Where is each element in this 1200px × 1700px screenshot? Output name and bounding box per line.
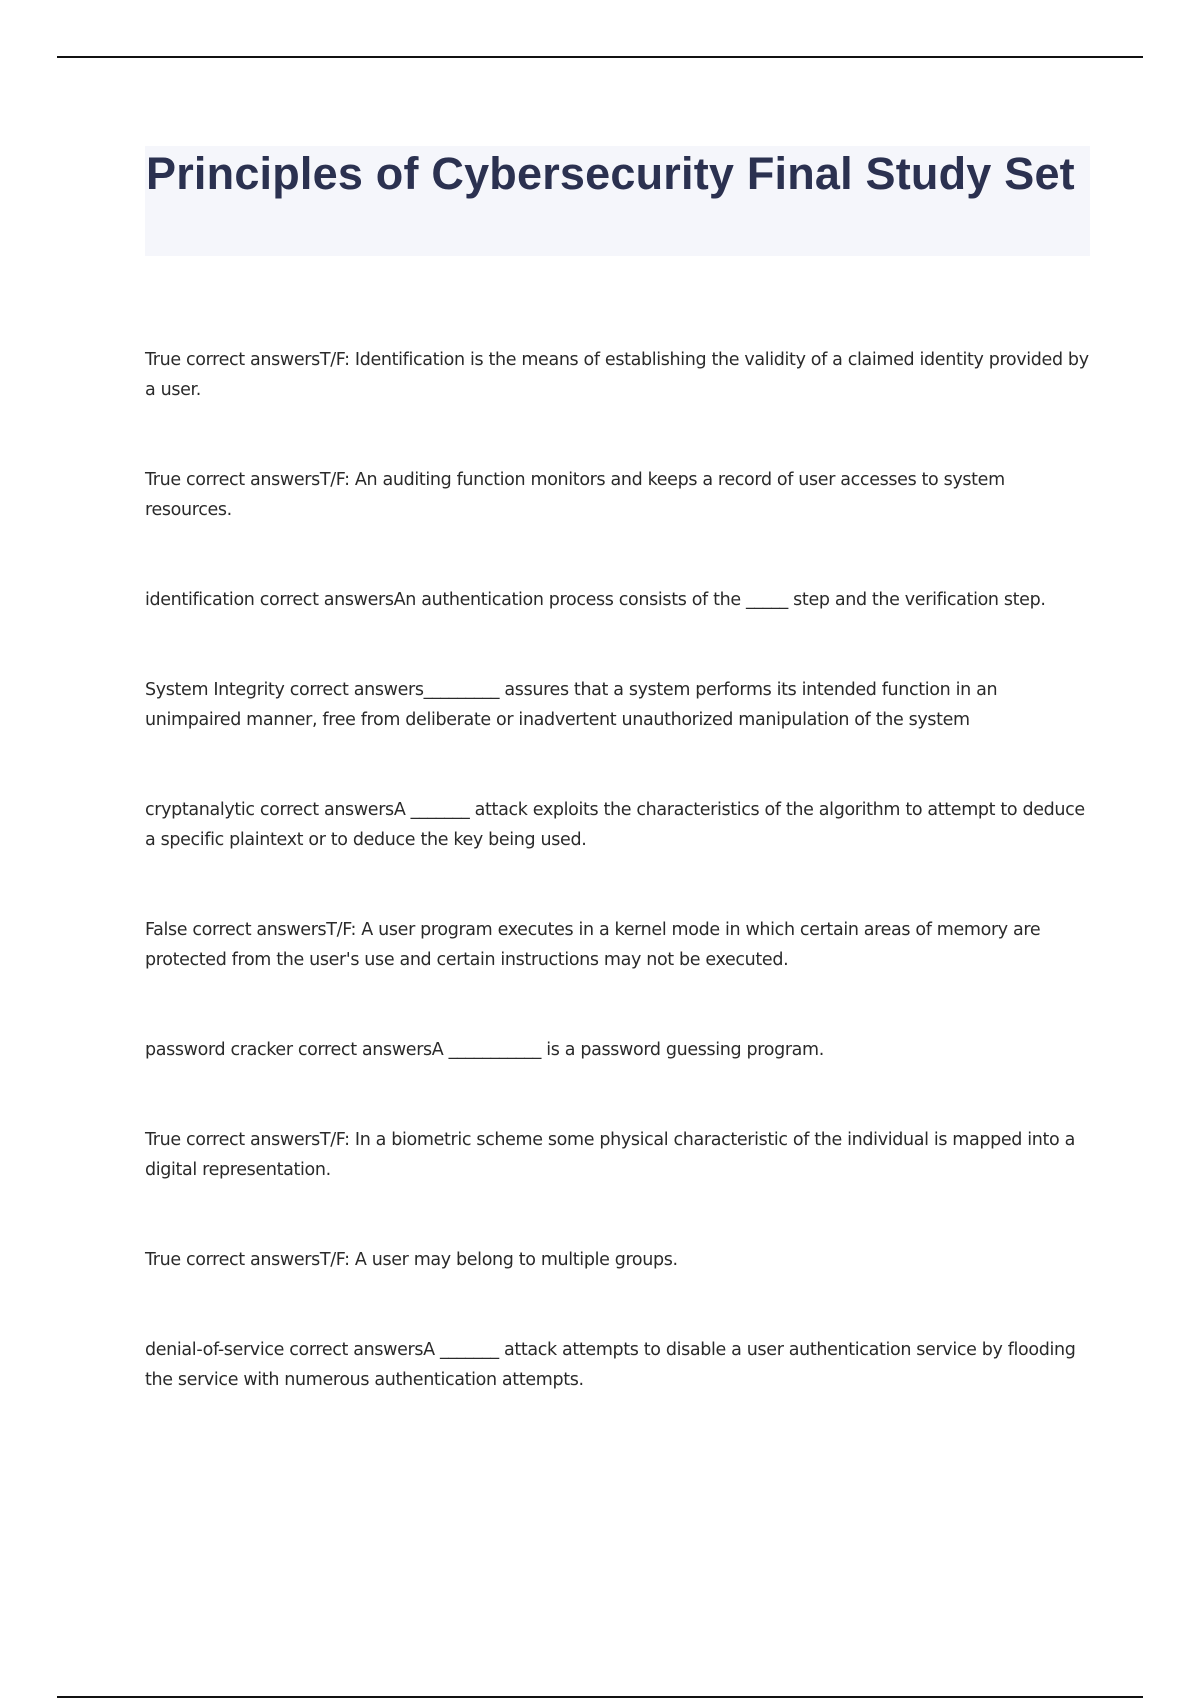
- study-entry: System Integrity correct answers_________ assures that a system performs its intended function in an unimpaired manner, free from deliberate or inadvertent unauthorized manipulation of the system: [145, 680, 998, 730]
- title-banner: [145, 146, 1090, 256]
- study-entry: denial-of-service correct answersA _______ attack attempts to disable a user authentication service by flooding the service with numerous authentication attempts.: [145, 1340, 1076, 1390]
- study-entry: identification correct answersAn authentication process consists of the _____ step and the verification step.: [145, 590, 1046, 610]
- study-set-list: [145, 345, 1095, 1455]
- top-divider: [57, 56, 1143, 58]
- page-title: Principles of Cybersecurity Final Study Set: [146, 148, 1075, 199]
- bottom-divider: [57, 1696, 1143, 1698]
- study-entry: password cracker correct answersA ___________ is a password guessing program.: [145, 1040, 824, 1060]
- study-entry: True correct answersT/F: A user may belong to multiple groups.: [145, 1250, 678, 1270]
- study-entry: cryptanalytic correct answersA _______ attack exploits the characteristics of the algorithm to attempt to deduce a specific plaintext or to deduce the key being used.: [145, 800, 1085, 850]
- study-entry: True correct answersT/F: Identification is the means of establishing the validity of a claimed identity provided by a user.: [145, 350, 1089, 400]
- study-entry: True correct answersT/F: In a biometric scheme some physical characteristic of the individual is mapped into a digital representation.: [145, 1130, 1075, 1180]
- study-entry: True correct answersT/F: An auditing function monitors and keeps a record of user accesses to system resources.: [145, 470, 1005, 520]
- study-entry: False correct answersT/F: A user program executes in a kernel mode in which certain areas of memory are protected from the user's use and certain instructions may not be executed.: [145, 920, 1041, 970]
